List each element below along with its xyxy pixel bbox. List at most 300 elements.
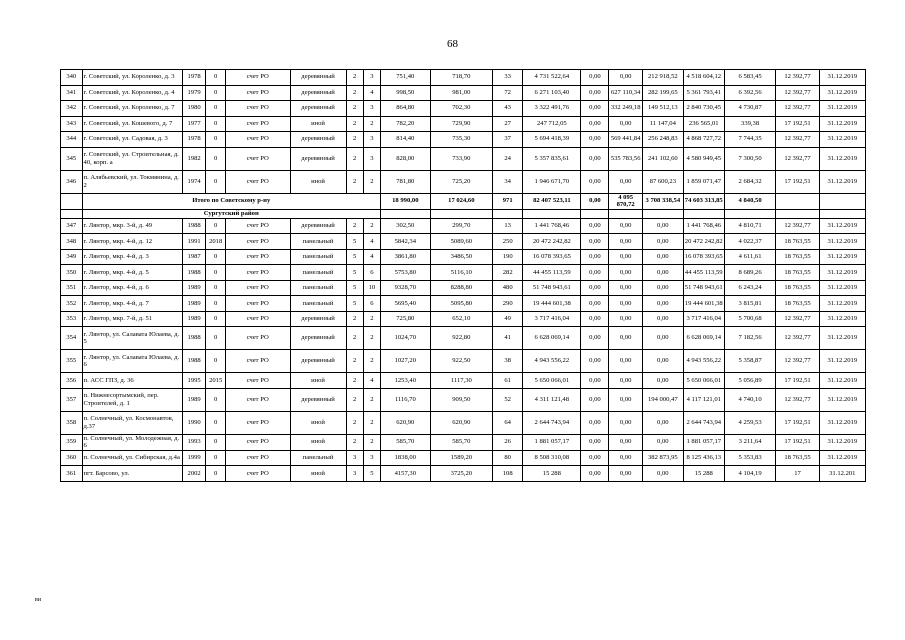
- deadline-cell: 31.12.2019: [819, 280, 865, 296]
- deadline-cell: 31.12.2019: [819, 101, 865, 117]
- unit-cost-cell: 4 730,87: [724, 101, 776, 117]
- cost-budget-a-cell: 0,00: [609, 249, 642, 265]
- fund-cell: счет РО: [225, 170, 290, 193]
- total-area-cell: 302,50: [381, 218, 431, 234]
- cost-fund-cell: 0,00: [581, 101, 609, 117]
- living-area-cell: 922,50: [430, 350, 493, 373]
- entrances-cell: 3: [363, 450, 380, 466]
- build-year-cell: 1990: [182, 411, 206, 434]
- total-area-cell: 4157,30: [381, 466, 431, 482]
- table-row: [61, 218, 866, 234]
- wall-material-cell: иной: [290, 170, 346, 193]
- floors-cell: 5: [346, 296, 363, 312]
- build-year-cell: 1988: [182, 218, 206, 234]
- cost-fund-cell: 0,00: [581, 132, 609, 148]
- row-number: 357: [61, 388, 83, 411]
- limit-cost-cell: 12 392,77: [776, 218, 819, 234]
- address-cell: г. Советский, ул. Короленко, д. 3: [82, 70, 182, 86]
- total-cost-cell: 6 271 103,40: [523, 85, 581, 101]
- entrances-cell: 2: [363, 327, 380, 350]
- deadline-cell: 31.12.201: [819, 466, 865, 482]
- entrances-cell: 2: [363, 170, 380, 193]
- unit-cost-cell: 5 358,87: [724, 350, 776, 373]
- floors-cell: 2: [346, 434, 363, 450]
- build-year-cell: 1988: [182, 327, 206, 350]
- total-area-cell: 620,90: [381, 411, 431, 434]
- wall-material-cell: панельный: [290, 234, 346, 250]
- page-number: 68: [447, 38, 458, 50]
- address-cell: г. Советский, ул. Короленко, д. 4: [82, 85, 182, 101]
- district-total-row: [61, 193, 866, 209]
- residents-cell: 250: [493, 234, 523, 250]
- unit-cost-cell: 7 744,35: [724, 132, 776, 148]
- living-area-cell: 585,70: [430, 434, 493, 450]
- limit-cost-cell: 12 392,77: [776, 70, 819, 86]
- cost-budget-b-cell: 194 000,47: [642, 388, 683, 411]
- floors-cell: 2: [346, 70, 363, 86]
- address-cell: п. Алябьевский, ул. Токмянина, д. 2: [82, 170, 182, 193]
- floors-cell: 3: [346, 450, 363, 466]
- repair-year-cell: 0: [206, 280, 225, 296]
- fund-cell: счет РО: [225, 85, 290, 101]
- total-area-cell: 1024,70: [381, 327, 431, 350]
- cost-budget-a-cell: 0,00: [609, 296, 642, 312]
- table-row: [61, 116, 866, 132]
- limit-cost-cell: 17: [776, 466, 819, 482]
- wall-material-cell: панельный: [290, 450, 346, 466]
- living-area-cell: 718,70: [430, 70, 493, 86]
- total-area-cell: 3861,80: [381, 249, 431, 265]
- cost-budget-a-cell: 0,00: [609, 450, 642, 466]
- cost-budget-a-cell: 0,00: [609, 373, 642, 389]
- cost-owners-cell: 44 455 113,59: [683, 265, 724, 281]
- address-cell: г. Лянтор, ул. Салавата Юлаева, д. 6: [82, 350, 182, 373]
- build-year-cell: 1995: [182, 373, 206, 389]
- address-cell: г. Советский, ул. Строительная, д. 40, корп. а: [82, 147, 182, 170]
- total-cost-cell: 15 288: [523, 466, 581, 482]
- row-number: 344: [61, 132, 83, 148]
- wall-material-cell: деревянный: [290, 85, 346, 101]
- cost-owners-cell: 2 840 730,45: [683, 101, 724, 117]
- wall-material-cell: панельный: [290, 296, 346, 312]
- living-area-cell: 735,30: [430, 132, 493, 148]
- deadline-cell: 31.12.2019: [819, 116, 865, 132]
- fund-cell: счет РО: [225, 373, 290, 389]
- unit-cost-cell: 8 689,26: [724, 265, 776, 281]
- cost-budget-b-cell: 0,00: [642, 434, 683, 450]
- blank-cell: [819, 193, 865, 209]
- total-area-cell: 998,50: [381, 85, 431, 101]
- residents-cell: 41: [493, 327, 523, 350]
- entrances-cell: 6: [363, 296, 380, 312]
- table-row: [61, 132, 866, 148]
- address-cell: пгт. Барсово, ул.: [82, 466, 182, 482]
- fund-cell: счет РО: [225, 116, 290, 132]
- address-cell: п. Солнечный, ул. Молодежная, д. 6: [82, 434, 182, 450]
- build-year-cell: 1979: [182, 85, 206, 101]
- total-total-area-cell: 18 990,00: [381, 193, 431, 209]
- floors-cell: 2: [346, 85, 363, 101]
- total-area-cell: 725,80: [381, 311, 431, 327]
- build-year-cell: 1989: [182, 388, 206, 411]
- total-area-cell: 5753,80: [381, 265, 431, 281]
- table-row: [61, 249, 866, 265]
- total-label: Итого по Советскому р-ну: [82, 193, 380, 209]
- cost-fund-cell: 0,00: [581, 311, 609, 327]
- living-area-cell: 5089,60: [430, 234, 493, 250]
- floors-cell: 2: [346, 350, 363, 373]
- blank-cell: [493, 209, 523, 218]
- address-cell: г. Лянтор, мкр. 4-й, д. 7: [82, 296, 182, 312]
- wall-material-cell: деревянный: [290, 388, 346, 411]
- deadline-cell: 31.12.2019: [819, 170, 865, 193]
- repair-year-cell: 0: [206, 85, 225, 101]
- total-cost-owners-cell: 74 603 313,85: [683, 193, 724, 209]
- entrances-cell: 2: [363, 388, 380, 411]
- deadline-cell: 31.12.2019: [819, 234, 865, 250]
- row-number: 355: [61, 350, 83, 373]
- total-cost-cell: 4 943 556,22: [523, 350, 581, 373]
- blank-cell: [61, 209, 83, 218]
- residents-cell: 282: [493, 265, 523, 281]
- table-row: [61, 327, 866, 350]
- row-number: 353: [61, 311, 83, 327]
- living-area-cell: 725,20: [430, 170, 493, 193]
- cost-owners-cell: 1 859 071,47: [683, 170, 724, 193]
- limit-cost-cell: 17 192,51: [776, 434, 819, 450]
- living-area-cell: 8288,80: [430, 280, 493, 296]
- floors-cell: 2: [346, 116, 363, 132]
- blank-cell: [430, 209, 493, 218]
- residents-cell: 480: [493, 280, 523, 296]
- table-row: [61, 296, 866, 312]
- fund-cell: счет РО: [225, 450, 290, 466]
- cost-owners-cell: 4 518 604,12: [683, 70, 724, 86]
- cost-owners-cell: 1 881 057,17: [683, 434, 724, 450]
- row-number: 358: [61, 411, 83, 434]
- build-year-cell: 1982: [182, 147, 206, 170]
- cost-fund-cell: 0,00: [581, 466, 609, 482]
- table-row: [61, 411, 866, 434]
- cost-budget-a-cell: 569 441,84: [609, 132, 642, 148]
- blank-cell: [683, 209, 724, 218]
- total-area-cell: 5842,34: [381, 234, 431, 250]
- residents-cell: 49: [493, 311, 523, 327]
- address-cell: г. Лянтор, мкр. 7-й, д. 51: [82, 311, 182, 327]
- floors-cell: 2: [346, 147, 363, 170]
- wall-material-cell: деревянный: [290, 101, 346, 117]
- residents-cell: 72: [493, 85, 523, 101]
- cost-fund-cell: 0,00: [581, 327, 609, 350]
- residents-cell: 37: [493, 132, 523, 148]
- entrances-cell: 3: [363, 101, 380, 117]
- floors-cell: 5: [346, 280, 363, 296]
- total-area-cell: 1253,40: [381, 373, 431, 389]
- cost-owners-cell: 20 472 242,82: [683, 234, 724, 250]
- unit-cost-cell: 5 353,83: [724, 450, 776, 466]
- residents-cell: 34: [493, 170, 523, 193]
- deadline-cell: 31.12.2019: [819, 388, 865, 411]
- repair-year-cell: 0: [206, 388, 225, 411]
- residents-cell: 26: [493, 434, 523, 450]
- floors-cell: 2: [346, 101, 363, 117]
- living-area-cell: 922,80: [430, 327, 493, 350]
- row-number: 348: [61, 234, 83, 250]
- address-cell: г. Лянтор, мкр. 3-й, д. 49: [82, 218, 182, 234]
- wall-material-cell: панельный: [290, 280, 346, 296]
- cost-fund-cell: 0,00: [581, 388, 609, 411]
- address-cell: г. Советский, ул. Короленко, д. 7: [82, 101, 182, 117]
- deadline-cell: 31.12.2019: [819, 132, 865, 148]
- residents-cell: 52: [493, 388, 523, 411]
- deadline-cell: 31.12.2019: [819, 296, 865, 312]
- residents-cell: 24: [493, 147, 523, 170]
- entrances-cell: 3: [363, 70, 380, 86]
- limit-cost-cell: 12 392,77: [776, 101, 819, 117]
- residents-cell: 33: [493, 70, 523, 86]
- cost-fund-cell: 0,00: [581, 85, 609, 101]
- cost-owners-cell: 51 748 943,61: [683, 280, 724, 296]
- entrances-cell: 4: [363, 249, 380, 265]
- wall-material-cell: деревянный: [290, 350, 346, 373]
- build-year-cell: 1989: [182, 311, 206, 327]
- unit-cost-cell: 3 815,81: [724, 296, 776, 312]
- cost-fund-cell: 0,00: [581, 265, 609, 281]
- cost-fund-cell: 0,00: [581, 450, 609, 466]
- unit-cost-cell: 2 684,32: [724, 170, 776, 193]
- living-area-cell: 5095,80: [430, 296, 493, 312]
- cost-budget-b-cell: 149 512,13: [642, 101, 683, 117]
- cost-budget-a-cell: 332 249,18: [609, 101, 642, 117]
- total-cost-cell: 3 717 416,04: [523, 311, 581, 327]
- district-header-row: [61, 209, 866, 218]
- repair-year-cell: 0: [206, 170, 225, 193]
- cost-budget-b-cell: 0,00: [642, 466, 683, 482]
- unit-cost-cell: 4 611,61: [724, 249, 776, 265]
- cost-budget-b-cell: 241 102,60: [642, 147, 683, 170]
- fund-cell: счет РО: [225, 70, 290, 86]
- repair-year-cell: 0: [206, 265, 225, 281]
- limit-cost-cell: 17 192,51: [776, 116, 819, 132]
- total-cost-cell: 44 455 113,59: [523, 265, 581, 281]
- cost-budget-a-cell: 0,00: [609, 327, 642, 350]
- cost-budget-b-cell: 0,00: [642, 265, 683, 281]
- residents-cell: 38: [493, 350, 523, 373]
- deadline-cell: 31.12.2019: [819, 434, 865, 450]
- floors-cell: 2: [346, 170, 363, 193]
- cost-owners-cell: 15 288: [683, 466, 724, 482]
- living-area-cell: 1117,30: [430, 373, 493, 389]
- repair-year-cell: 0: [206, 411, 225, 434]
- district-label: Сургутский район: [82, 209, 380, 218]
- total-cost-fund-cell: 0,00: [581, 193, 609, 209]
- residents-cell: 13: [493, 218, 523, 234]
- repair-year-cell: 2018: [206, 234, 225, 250]
- floors-cell: 2: [346, 388, 363, 411]
- living-area-cell: 5116,10: [430, 265, 493, 281]
- cost-budget-b-cell: 0,00: [642, 234, 683, 250]
- repair-year-cell: 0: [206, 101, 225, 117]
- cost-fund-cell: 0,00: [581, 147, 609, 170]
- cost-owners-cell: 19 444 601,38: [683, 296, 724, 312]
- limit-cost-cell: 12 392,77: [776, 147, 819, 170]
- repair-year-cell: 0: [206, 466, 225, 482]
- total-cost-budget-a-cell: 4 095 870,72: [609, 193, 642, 209]
- blank-cell: [819, 209, 865, 218]
- limit-cost-cell: 12 392,77: [776, 327, 819, 350]
- living-area-cell: 3486,50: [430, 249, 493, 265]
- total-area-cell: 1116,70: [381, 388, 431, 411]
- floors-cell: 2: [346, 373, 363, 389]
- build-year-cell: 1988: [182, 265, 206, 281]
- repair-year-cell: 0: [206, 249, 225, 265]
- fund-cell: счет РО: [225, 411, 290, 434]
- floors-cell: 2: [346, 218, 363, 234]
- total-cost-cell: 16 078 393,65: [523, 249, 581, 265]
- deadline-cell: 31.12.2019: [819, 249, 865, 265]
- entrances-cell: 3: [363, 132, 380, 148]
- fund-cell: счет РО: [225, 388, 290, 411]
- row-number: 341: [61, 85, 83, 101]
- entrances-cell: 2: [363, 218, 380, 234]
- address-cell: г. Советский, ул. Кошевого, д. 7: [82, 116, 182, 132]
- total-area-cell: 828,00: [381, 147, 431, 170]
- cost-fund-cell: 0,00: [581, 411, 609, 434]
- entrances-cell: 4: [363, 234, 380, 250]
- table-row: [61, 466, 866, 482]
- cost-budget-b-cell: 212 918,52: [642, 70, 683, 86]
- total-area-cell: 5695,40: [381, 296, 431, 312]
- blank-cell: [609, 209, 642, 218]
- entrances-cell: 2: [363, 116, 380, 132]
- limit-cost-cell: 17 192,51: [776, 373, 819, 389]
- fund-cell: счет РО: [225, 234, 290, 250]
- total-residents-cell: 971: [493, 193, 523, 209]
- unit-cost-cell: 7 300,50: [724, 147, 776, 170]
- cost-fund-cell: 0,00: [581, 350, 609, 373]
- cost-budget-a-cell: 0,00: [609, 234, 642, 250]
- repair-year-cell: 0: [206, 350, 225, 373]
- total-area-cell: 1027,20: [381, 350, 431, 373]
- wall-material-cell: панельный: [290, 265, 346, 281]
- entrances-cell: 5: [363, 466, 380, 482]
- cost-owners-cell: 2 644 743,94: [683, 411, 724, 434]
- living-area-cell: 702,30: [430, 101, 493, 117]
- cost-fund-cell: 0,00: [581, 434, 609, 450]
- cost-budget-a-cell: 0,00: [609, 170, 642, 193]
- cost-budget-a-cell: 0,00: [609, 388, 642, 411]
- cost-budget-a-cell: 0,00: [609, 350, 642, 373]
- blank-cell: [724, 209, 776, 218]
- cost-owners-cell: 4 117 121,01: [683, 388, 724, 411]
- deadline-cell: 31.12.2019: [819, 311, 865, 327]
- row-number: 352: [61, 296, 83, 312]
- cost-budget-a-cell: 0,00: [609, 265, 642, 281]
- limit-cost-cell: 12 392,77: [776, 85, 819, 101]
- entrances-cell: 4: [363, 85, 380, 101]
- row-number: 361: [61, 466, 83, 482]
- table-row: [61, 85, 866, 101]
- build-year-cell: 1999: [182, 450, 206, 466]
- register-table: [60, 69, 866, 482]
- entrances-cell: 2: [363, 434, 380, 450]
- residents-cell: 80: [493, 450, 523, 466]
- wall-material-cell: деревянный: [290, 70, 346, 86]
- wall-material-cell: иной: [290, 373, 346, 389]
- total-cost-cell: 20 472 242,82: [523, 234, 581, 250]
- cost-budget-a-cell: 0,00: [609, 466, 642, 482]
- limit-cost-cell: 18 763,55: [776, 249, 819, 265]
- limit-cost-cell: 18 763,55: [776, 296, 819, 312]
- total-cost-cell: 51 748 943,61: [523, 280, 581, 296]
- row-number: 347: [61, 218, 83, 234]
- total-cost-cell: 1 881 057,17: [523, 434, 581, 450]
- unit-cost-cell: 5 700,68: [724, 311, 776, 327]
- unit-cost-cell: 339,38: [724, 116, 776, 132]
- build-year-cell: 1993: [182, 434, 206, 450]
- residents-cell: 27: [493, 116, 523, 132]
- cost-budget-b-cell: 0,00: [642, 311, 683, 327]
- total-cost-cell: 5 694 418,39: [523, 132, 581, 148]
- deadline-cell: 31.12.2019: [819, 218, 865, 234]
- total-cost-cell: 1 441 768,46: [523, 218, 581, 234]
- total-area-cell: 585,70: [381, 434, 431, 450]
- build-year-cell: 1974: [182, 170, 206, 193]
- limit-cost-cell: 12 392,77: [776, 132, 819, 148]
- limit-cost-cell: 12 392,77: [776, 388, 819, 411]
- table-row: [61, 434, 866, 450]
- wall-material-cell: деревянный: [290, 132, 346, 148]
- repair-year-cell: 0: [206, 296, 225, 312]
- floors-cell: 5: [346, 265, 363, 281]
- wall-material-cell: деревянный: [290, 147, 346, 170]
- wall-material-cell: панельный: [290, 249, 346, 265]
- fund-cell: счет РО: [225, 296, 290, 312]
- address-cell: г. Лянтор, мкр. 4-й, д. 3: [82, 249, 182, 265]
- build-year-cell: 1978: [182, 132, 206, 148]
- blank-cell: [776, 209, 819, 218]
- register-body: [61, 70, 866, 482]
- cost-owners-cell: 4 868 727,72: [683, 132, 724, 148]
- address-cell: п. Нижнесортымский, пер. Строителей, д. 1: [82, 388, 182, 411]
- blank-cell: [61, 193, 83, 209]
- address-cell: п. Солнечный, ул. Сибирская, д.4а: [82, 450, 182, 466]
- row-number: 340: [61, 70, 83, 86]
- residents-cell: 43: [493, 101, 523, 117]
- total-cost-cell: 1 946 671,70: [523, 170, 581, 193]
- residents-cell: 108: [493, 466, 523, 482]
- cost-budget-b-cell: 0,00: [642, 350, 683, 373]
- fund-cell: счет РО: [225, 265, 290, 281]
- wall-material-cell: иной: [290, 411, 346, 434]
- blank-cell: [523, 209, 581, 218]
- total-area-cell: 1838,00: [381, 450, 431, 466]
- total-cost-cell: 19 444 601,38: [523, 296, 581, 312]
- wall-material-cell: иной: [290, 116, 346, 132]
- row-number: 345: [61, 147, 83, 170]
- table-row: [61, 147, 866, 170]
- entrances-cell: 10: [363, 280, 380, 296]
- wall-material-cell: иной: [290, 434, 346, 450]
- cost-budget-b-cell: 0,00: [642, 218, 683, 234]
- cost-fund-cell: 0,00: [581, 116, 609, 132]
- total-cost-budget-b-cell: 3 708 338,54: [642, 193, 683, 209]
- fund-cell: счет РО: [225, 434, 290, 450]
- entrances-cell: 2: [363, 411, 380, 434]
- limit-cost-cell: 17 192,51: [776, 170, 819, 193]
- deadline-cell: 31.12.2019: [819, 147, 865, 170]
- row-number: 351: [61, 280, 83, 296]
